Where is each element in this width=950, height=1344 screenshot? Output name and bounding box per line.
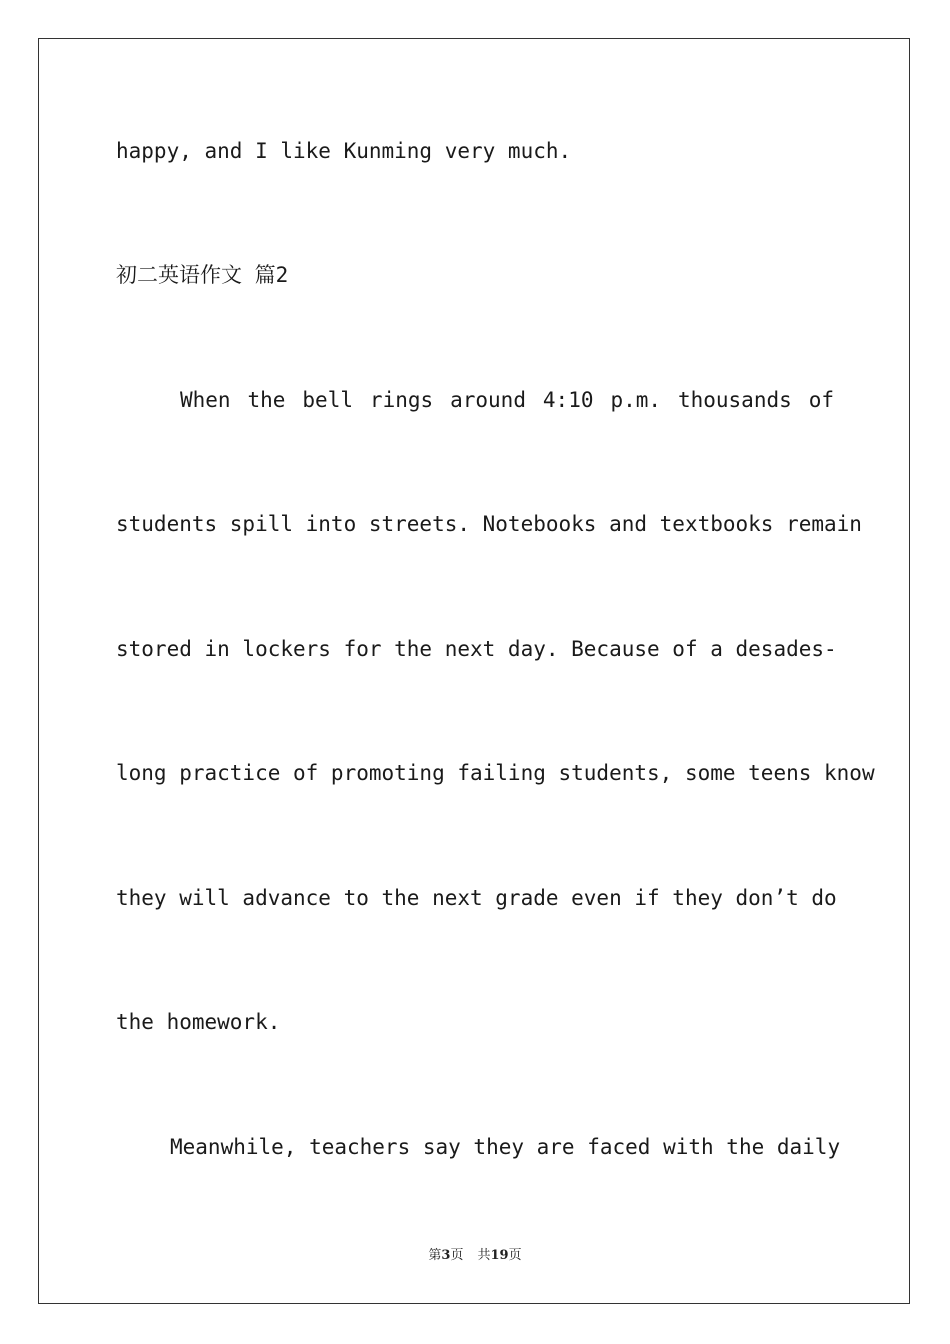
paragraph-line-1: When the bell rings around 4:10 p.m. thousands of xyxy=(180,388,834,412)
footer-page-suffix: 页 xyxy=(450,1248,464,1263)
paragraph-line-2: students spill into streets. Notebooks and textbooks remain xyxy=(116,512,862,536)
footer-total-suffix: 页 xyxy=(508,1248,522,1263)
paragraph-line-4: long practice of promoting failing students, some teens know xyxy=(116,761,875,785)
footer-page-current: 3 xyxy=(441,1248,451,1263)
section-heading: 初二英语作文 篇2 xyxy=(116,263,289,287)
footer-page-prefix: 第 xyxy=(428,1248,442,1263)
paragraph-line-5: they will advance to the next grade even if they don’t do xyxy=(116,886,837,910)
page-border xyxy=(38,38,910,1304)
paragraph-line-6: the homework. xyxy=(116,1010,281,1034)
paragraph-line-3: stored in lockers for the next day. Because of a desades- xyxy=(116,637,837,661)
text-line-1: happy, and I like Kunming very much. xyxy=(116,139,572,163)
footer-page-total: 19 xyxy=(490,1248,509,1263)
paragraph-2-line-1: Meanwhile, teachers say they are faced with the daily xyxy=(170,1135,841,1159)
footer-total-prefix: 共 xyxy=(477,1248,491,1263)
page-footer xyxy=(0,1247,950,1265)
